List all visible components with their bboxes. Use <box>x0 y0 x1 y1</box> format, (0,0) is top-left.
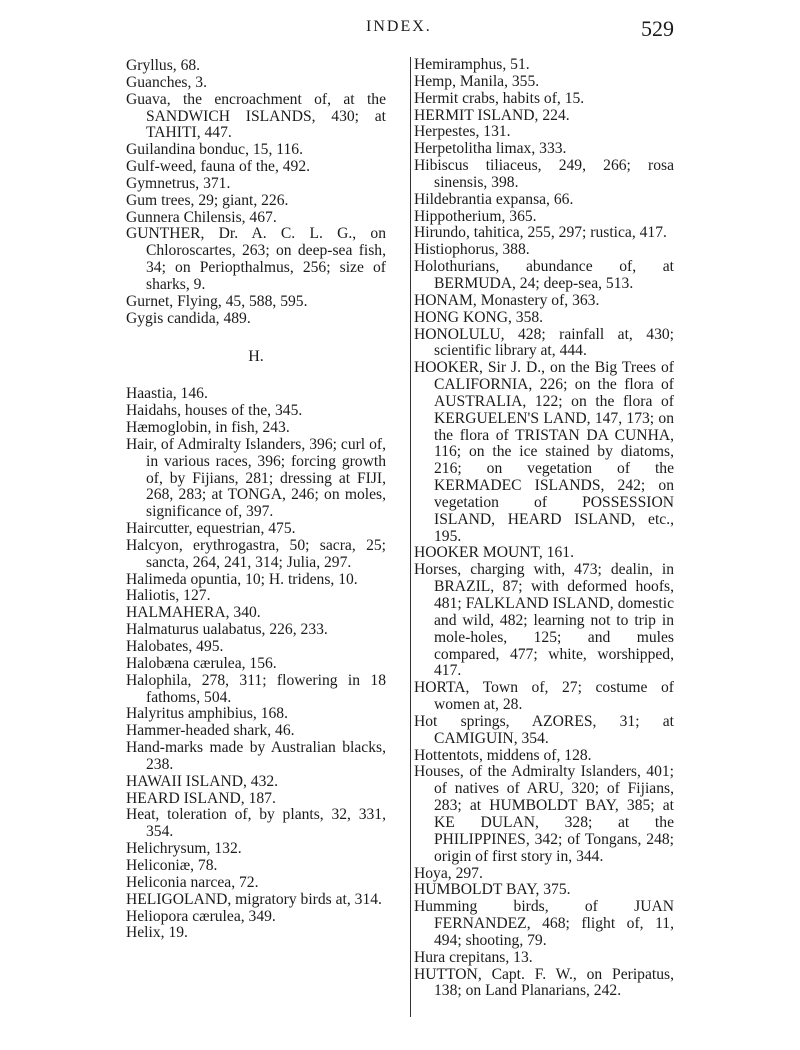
index-entry: Halmaturus ualabatus, 226, 233. <box>126 621 328 639</box>
index-entry: Halyritus amphibius, 168. <box>126 705 288 723</box>
index-entry: Gulf-weed, fauna of the, 492. <box>126 158 311 176</box>
index-entry: Halobates, 495. <box>126 638 224 655</box>
index-entry: Herpetolitha limax, 333. <box>414 140 567 158</box>
index-entry: Halimeda opuntia, 10; H. tridens, 10. <box>126 570 358 588</box>
index-entry: Hæmoglobin, in fish, 243. <box>126 419 290 437</box>
index-entry: HELIGOLAND, migratory birds at, 314. <box>126 890 382 908</box>
index-entry: Haastia, 146. <box>126 385 208 403</box>
index-entry: Hibiscus tiliaceus, 249, 266; rosa sinensis, 398. <box>414 157 674 191</box>
index-entry: Halcyon, erythrogastra, 50; sacra, 25; sancta, 264, 241, 314; Julia, 297. <box>126 536 386 571</box>
index-entry: Guava, the encroachment of, at the SANDWICH ISLANDS, 430; at TAHITI, 447. <box>126 90 386 142</box>
index-entry: Heliconia narcea, 72. <box>126 873 259 891</box>
index-entry: Hot springs, AZORES, 31; at CAMIGUIN, 354. <box>414 712 674 747</box>
index-entry: Histiophorus, 388. <box>414 241 530 259</box>
index-entry: Haidahs, houses of the, 345. <box>126 402 303 420</box>
index-entry: HONG KONG, 358. <box>414 308 544 326</box>
index-entry: HALMAHERA, 340. <box>126 604 261 622</box>
index-entry: Halobæna cærulea, 156. <box>126 654 277 672</box>
index-entry: Gygis candida, 489. <box>126 309 251 327</box>
index-entry: Herpestes, 131. <box>414 123 511 141</box>
index-entry: Hammer-headed shark, 46. <box>126 722 295 740</box>
section-letter: H. <box>248 347 264 365</box>
index-entry: Humming birds, of JUAN FERNANDEZ, 468; flight of, 11, 494; shooting, 79. <box>414 898 674 949</box>
index-entry: HONAM, Monastery of, 363. <box>414 291 600 309</box>
index-column-right <box>410 57 674 1017</box>
index-entry: Helix, 19. <box>126 924 188 942</box>
index-entry: Hand-marks made by Australian blacks, 238. <box>126 739 386 773</box>
index-entry: Gymnetrus, 371. <box>126 174 231 192</box>
page-header-title: INDEX. <box>366 18 432 35</box>
index-entry: HUMBOLDT BAY, 375. <box>414 881 571 899</box>
index-entry: Hippotherium, 365. <box>414 207 537 225</box>
index-entry: Hermit crabs, habits of, 15. <box>414 89 585 107</box>
index-entry: Hoya, 297. <box>414 864 483 882</box>
page-number: 529 <box>641 16 674 41</box>
index-entry: HONOLULU, 428; rainfall at, 430; scientific library at, 444. <box>414 325 674 360</box>
index-entry: Houses, of the Admiralty Islanders, 401; of natives of ARU, 320; of Fijians, 283; at HUMBOLDT BAY, 385; at KE DULAN, 328; at the PHILIPPINES, 342; of Tongans, 248; origin of first story in, 344. <box>414 763 674 865</box>
index-entry: Hottentots, middens of, 128. <box>414 746 592 764</box>
index-entry: Hirundo, tahitica, 255, 297; rustica, 417. <box>414 224 667 242</box>
index-entry: Hemiramphus, 51. <box>414 56 530 73</box>
index-entry: HERMIT ISLAND, 224. <box>414 106 570 124</box>
index-entry: Hair, of Admiralty Islanders, 396; curl of, in various races, 396; forcing growth of, by Fijians, 281; dressing at FIJI, 268, 283; at TONGA, 246; on moles, significance of, 397. <box>126 435 386 521</box>
index-entry: Heat, toleration of, by plants, 32, 331, 354. <box>126 806 386 841</box>
index-entry: Guanches, 3. <box>126 73 207 91</box>
index-entry: Hemp, Manila, 355. <box>414 72 540 90</box>
index-entry: Gunnera Chilensis, 467. <box>126 208 277 226</box>
index-entry: HORTA, Town of, 27; costume of women at, 28. <box>414 679 674 714</box>
index-entry: Haircutter, equestrian, 475. <box>126 520 296 538</box>
index-entry: Gum trees, 29; giant, 226. <box>126 191 289 209</box>
index-entry: Helichrysum, 132. <box>126 840 242 858</box>
index-entry: Heliconiæ, 78. <box>126 856 218 874</box>
index-entry: HUTTON, Capt. F. W., on Peripatus, 138; on Land Planarians, 242. <box>414 965 674 1000</box>
index-entry: Haliotis, 127. <box>126 587 211 605</box>
index-entry: HEARD ISLAND, 187. <box>126 789 276 807</box>
index-entry: Gryllus, 68. <box>126 57 201 74</box>
index-entry: Gurnet, Flying, 45, 588, 595. <box>126 292 308 310</box>
index-entry: Heliopora cærulea, 349. <box>126 907 276 925</box>
index-entry: Hura crepitans, 13. <box>414 948 533 966</box>
index-entry: HOOKER MOUNT, 161. <box>414 544 574 562</box>
index-entry: Holothurians, abundance of, at BERMUDA, 24; deep-sea, 513. <box>414 258 674 292</box>
index-column-left <box>126 58 386 942</box>
index-entry: Hildebrantia expansa, 66. <box>414 190 574 208</box>
index-entry: Guilandina bonduc, 15, 116. <box>126 141 303 159</box>
index-entry: Horses, charging with, 473; dealin, in BRAZIL, 87; with deformed hoofs, 481; FALKLAND ISLAND, domestic and wild, 482; learning not to trip in mole-holes, 125; and mules compared, 477; white, worshipped, 417. <box>414 561 674 680</box>
index-entry: GUNTHER, Dr. A. C. L. G., on Chloroscartes, 263; on deep-sea fish, 34; on Periopthalmus, 256; size of sharks, 9. <box>126 225 386 293</box>
index-entry: HOOKER, Sir J. D., on the Big Trees of CALIFORNIA, 226; on the flora of AUSTRALIA, 122; on the flora of KERGUELEN'S LAND, 147, 173; on the flora of TRISTAN DA CUNHA, 116; on the ice stained by diatoms, 216; on vegetation of the KERMADEC ISLANDS, 242; on vegetation of POSSESSION ISLAND, HEARD ISLAND, etc., 195. <box>414 359 674 545</box>
index-entry: Halophila, 278, 311; flowering in 18 fathoms, 504. <box>126 671 386 706</box>
index-entry: HAWAII ISLAND, 432. <box>126 772 279 790</box>
